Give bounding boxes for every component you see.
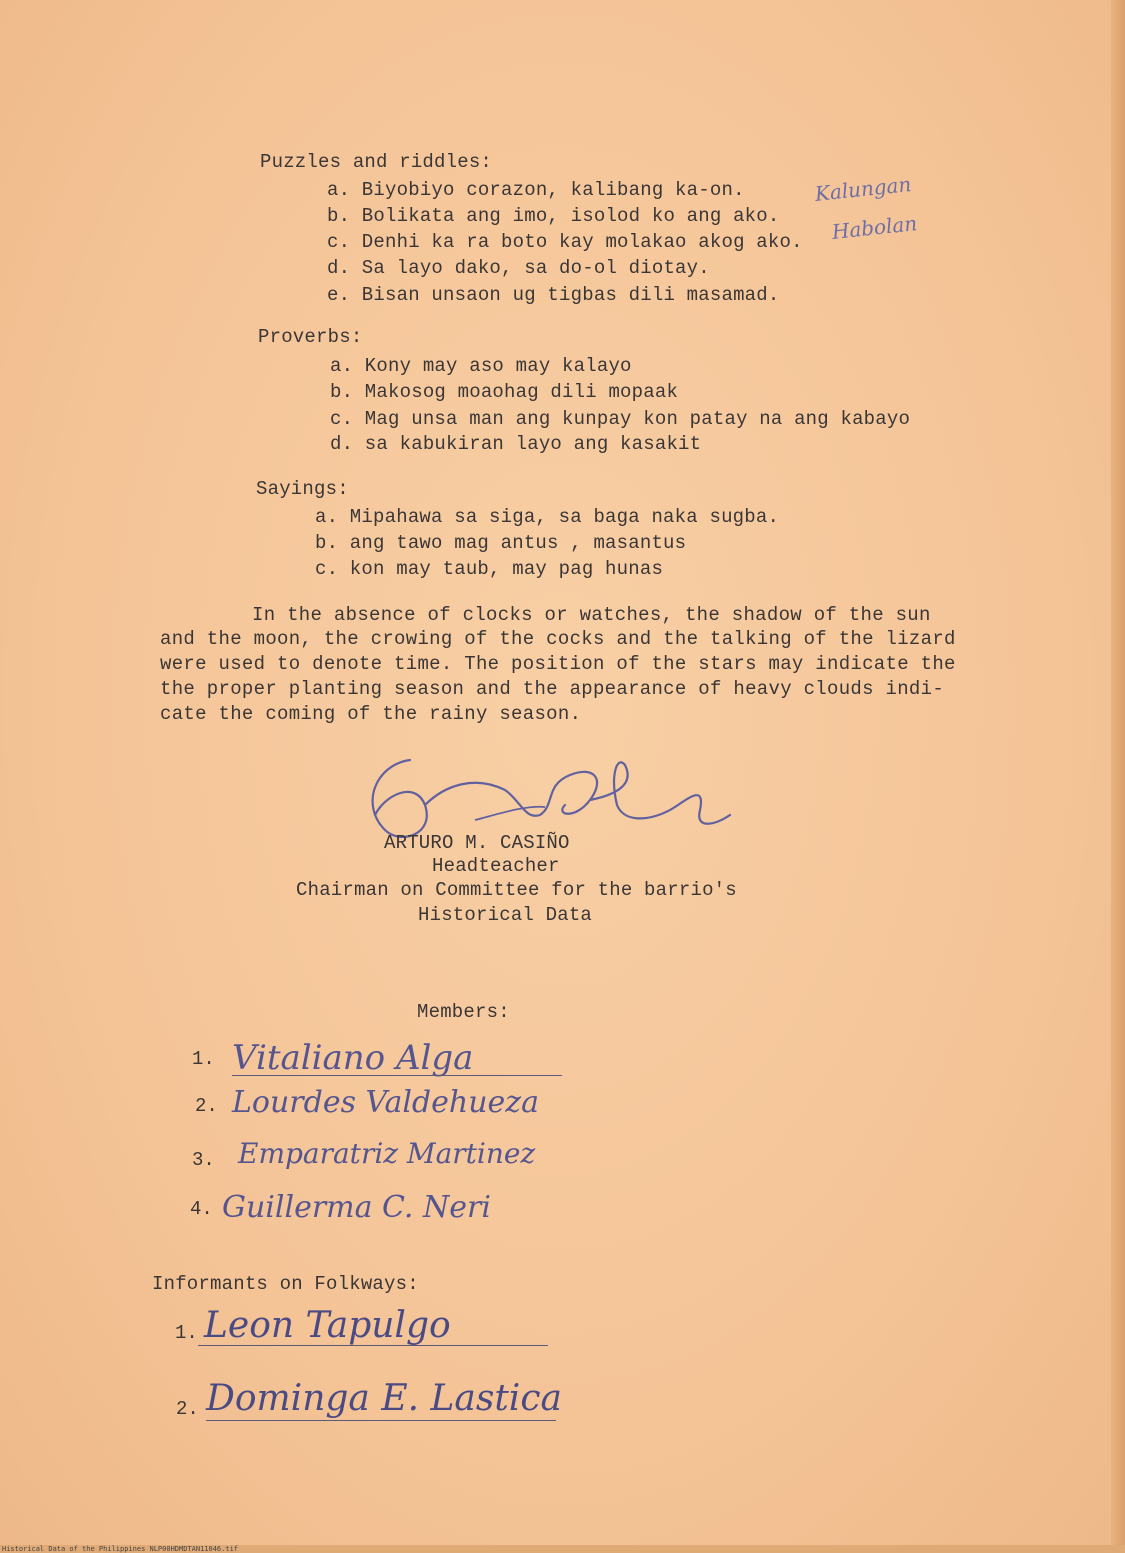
saying-item-a: a. Mipahawa sa siga, sa baga naka sugba. [315,506,780,528]
puzzle-item-c: c. Denhi ka ra boto kay molakao akog ako. [327,231,803,253]
puzzle-item-e: e. Bisan unsaon ug tigbas dili masamad. [327,284,780,306]
members-heading: Members: [417,1001,510,1023]
proverb-item-c: c. Mag unsa man ang kunpay kon patay na ang kabayo [330,408,911,430]
member-4-signature: Guillerma C. Neri [222,1190,491,1225]
puzzles-heading: Puzzles and riddles: [260,151,493,173]
sayings-heading: Sayings: [256,478,349,500]
member-2-signature: Lourdes Valdehueza [232,1085,539,1120]
member-1-signature: Vitaliano Alga [232,1038,474,1078]
saying-item-c: c. kon may taub, may pag hunas [315,558,664,580]
proverb-item-a: a. Kony may aso may kalayo [330,355,632,377]
informant-1-number: 1. [175,1322,198,1344]
puzzle-item-d: d. Sa layo dako, sa do-ol diotay. [327,257,710,279]
page-edge [1111,0,1125,1553]
paragraph-line-1: In the absence of clocks or watches, the shadow of the sun [252,604,931,626]
informant-1-line [198,1345,548,1346]
saying-item-b: b. ang tawo mag antus , masantus [315,532,687,554]
margin-note-habolan: Habolan [830,211,919,244]
signatory-title: Headteacher [432,855,560,877]
paragraph-line-5: cate the coming of the rainy season. [160,703,582,725]
signatory-role-line-2: Historical Data [418,904,593,926]
paragraph-line-2: and the moon, the crowing of the cocks and the talking of the lizard [160,628,956,650]
proverb-item-d: d. sa kabukiran layo ang kasakit [330,433,702,455]
member-3-signature: Emparatriz Martinez [238,1137,536,1170]
paragraph-line-3: were used to denote time. The position of the stars may indicate the [160,653,956,675]
member-4-number: 4. [190,1198,213,1220]
member-1-number: 1. [192,1048,215,1070]
paragraph-line-4: the proper planting season and the appearance of heavy clouds indi- [160,678,945,700]
informant-2-line [206,1420,556,1421]
proverbs-heading: Proverbs: [258,326,363,348]
proverb-item-b: b. Makosog moaohag dili mopaak [330,381,679,403]
signatory-role-line-1: Chairman on Committee for the barrio's [296,879,737,901]
informant-2-signature: Dominga E. Lastica [206,1378,562,1419]
signatory-name: ARTURO M. CASIÑO [384,832,570,854]
member-3-number: 3. [192,1149,215,1171]
puzzle-item-b: b. Bolikata ang imo, isolod ko ang ako. [327,205,780,227]
informants-heading: Informants on Folkways: [152,1273,419,1295]
member-1-line [232,1075,562,1076]
informant-2-number: 2. [176,1398,199,1420]
informant-1-signature: Leon Tapulgo [204,1305,451,1346]
archive-footer: Historical Data of the Philippines NLP00HDMDTAN11046.tif [2,1545,239,1553]
puzzle-item-a: a. Biyobiyo corazon, kalibang ka-on. [327,179,745,201]
member-2-number: 2. [195,1095,218,1117]
margin-note-kalungan: Kalungan [813,171,913,206]
